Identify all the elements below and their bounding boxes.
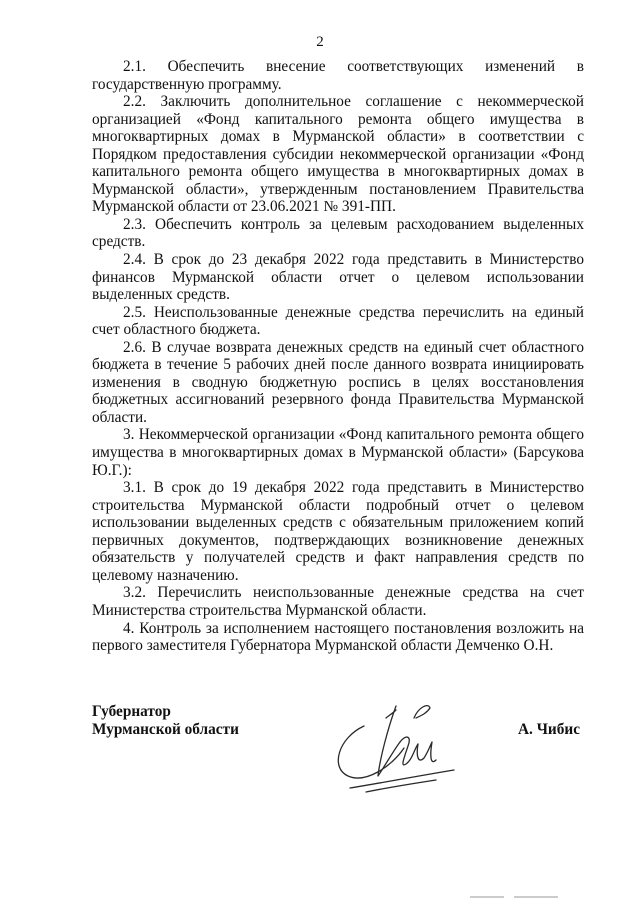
paragraph-2-1: 2.1. Обеспечить внесение соответствующих изменений в государственную программу.	[92, 58, 584, 93]
document-body	[92, 58, 584, 655]
signatory-title	[92, 703, 239, 738]
paragraph-3-1: 3.1. В срок до 19 декабря 2022 года представить в Министерство строительства Мурманской области подробный отчет о целевом использовании выделенных средств с обязательным приложением копий первичных документов, подтверждающих возникновение денежных обязательств у получателей средств и факт направления средств по целевому назначению.	[92, 479, 584, 584]
paragraph-2-6: 2.6. В случае возврата денежных средств на единый счет областного бюджета в течение 5 рабочих дней после данного возврата инициировать изменения в сводную бюджетную роспись в целях восстановления бюджетных ассигнований резервного фонда Правительства Мурманской области.	[92, 338, 584, 426]
signatory-title-line1: Губернатор	[92, 703, 171, 720]
paragraph-2-3: 2.3. Обеспечить контроль за целевым расходованием выделенных средств.	[92, 215, 584, 251]
paragraph-2-4: 2.4. В срок до 23 декабря 2022 года представить в Министерство финансов Мурманской области отчет о целевом использовании выделенных средств.	[92, 251, 584, 304]
paragraph-3: 3. Некоммерческой организации «Фонд капитального ремонта общего имущества в многоквартирных домах в Мурманской области» (Барсукова Ю.Г.):	[92, 426, 584, 479]
paragraph-2-5: 2.5. Неиспользованные денежные средства перечислить на единый счет областного бюджета.	[92, 303, 584, 339]
paragraph-4: 4. Контроль за исполнением настоящего постановления возложить на первого заместителя Губернатора Мурманской области Демченко О.Н.	[92, 619, 584, 655]
handwritten-signature	[326, 688, 466, 818]
paragraph-2-2: 2.2. Заключить дополнительное соглашение с некоммерческой организацией «Фонд капитального ремонта общего имущества в многоквартирных домах в Мурманской области» в соответствии с Порядком предоставления субсидии некоммерческой организации «Фонд капитального ремонта общего имущества в многоквартирных домах в Мурманской области», утвержденным постановлением Правительства Мурманской области от 23.06.2021 № 391-ПП.	[92, 93, 584, 216]
signature-block	[92, 703, 588, 823]
page-number: 2	[316, 34, 324, 50]
signatory-name: А. Чибис	[518, 720, 580, 738]
footer-print-marks	[470, 895, 560, 899]
signatory-title-line2: Мурманской области	[92, 720, 239, 738]
paragraph-3-2: 3.2. Перечислить неиспользованные денежные средства на счет Министерства строительства Мурманской области.	[92, 584, 584, 619]
